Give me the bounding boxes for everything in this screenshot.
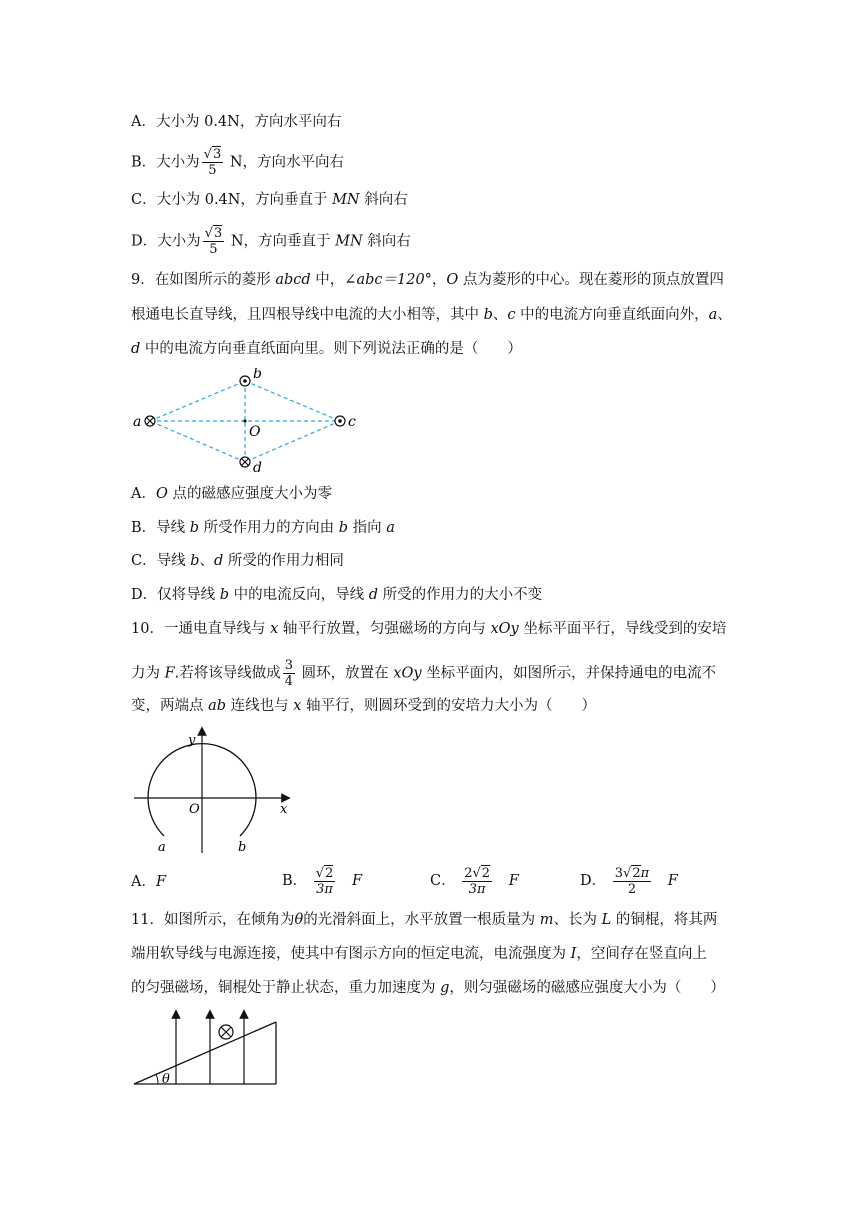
fraction: $\frac{2√2}{3\pi}$ [464,865,491,897]
label-a: a [133,414,142,430]
q9-stem-line1: 9．在如图所示的菱形 abcd 中，∠abc＝120°，O 点为菱形的中心。现在菱形的顶点放置四 [131,272,724,288]
q8-option-b[interactable]: B．大小为 $\frac{√3}{5}$ N，方向水平向右 [131,147,345,178]
wire-d-into-icon [240,457,250,467]
q11-stem-line2: 端用软导线与电源连接，使其中有图示方向的恒定电流，电流强度为 I，空间存在竖直向上 [131,946,707,962]
q11-stem-line3: 的匀强磁场，铜棍处于静止状态，重力加速度为 g，则匀强磁场的磁感应强度大小为（ ） [131,980,725,996]
label-O: O [249,424,261,440]
label-theta: θ [162,1072,170,1087]
label-a: a [158,840,166,855]
label-c: c [348,414,356,430]
q10-stem-line1: 10．一通电直导线与 x 轴平行放置，匀强磁场的方向与 xOy 坐标平面平行，导线受到的安培 [131,621,727,637]
q9-option-c[interactable]: C．导线 b、d 所受的作用力相同 [131,553,344,569]
q9-option-d[interactable]: D．仅将导线 b 中的电流反向，导线 d 所受的作用力的大小不变 [131,587,543,603]
q9-stem-line3: d 中的电流方向垂直纸面向里。则下列说法正确的是（ ） [131,341,522,357]
label-b: b [253,368,262,382]
q8-option-d[interactable]: D．大小为 $\frac{√3}{5}$ N，方向垂直于 MN 斜向右 [131,226,411,257]
fraction-3-4: $\frac{3}{4}$ [284,658,294,689]
q10-stem-line3: 变，两端点 ab 连线也与 x 轴平行，则圆环受到的安培力大小为（ ） [131,698,597,714]
q9-option-b[interactable]: B．导线 b 所受作用力的方向由 b 指向 a [131,520,395,536]
label-O: O [189,802,200,817]
label-y: y [188,733,196,748]
q8-option-c[interactable]: C．大小为 0.4N，方向垂直于 MN 斜向右 [131,192,408,208]
q10-option-a[interactable]: A．F [131,874,167,890]
wire-c-out-icon [335,416,345,426]
fraction: $\frac{√2}{3\pi}$ [315,865,334,897]
q10-option-b[interactable]: B． $\frac{√2}{3\pi}$ F [282,865,363,897]
rhombus-figure [128,368,368,478]
current-into-icon [219,1025,233,1039]
label-x: x [280,802,288,817]
q10-option-c[interactable]: C． $\frac{2√2}{3\pi}$ F [430,865,519,897]
wire-b-out-icon [240,376,250,386]
ring-figure [128,725,298,857]
q9-stem-line2: 根通电长直导线，且四根导线中电流的大小相等，其中 b、c 中的电流方向垂直纸面向外，a、 [131,307,732,323]
incline-figure [128,1008,288,1090]
q10-option-d[interactable]: D． $\frac{3√2\pi}{2}$ F [580,865,678,897]
q10-stem-line2: 力为 F.若将该导线做成 $\frac{3}{4}$ 圆环，放置在 xOy 坐标平面内，如图所示，并保持通电的电流不 [131,658,717,689]
wire-a-into-icon [145,416,155,426]
fraction: $\frac{√3}{5}$ [203,147,222,178]
fraction: $\frac{√3}{5}$ [204,226,223,257]
q8-option-a[interactable]: A．大小为 0.4N，方向水平向右 [131,114,342,130]
fraction: $\frac{3√2\pi}{2}$ [614,865,650,897]
label-b: b [238,840,247,855]
q11-stem-line1: 11．如图所示，在倾角为θ的光滑斜面上，水平放置一根质量为 m、长为 L 的铜棍，将其两 [131,912,718,928]
q9-option-a[interactable]: A．O 点的磁感应强度大小为零 [131,486,332,502]
label-d: d [253,460,262,476]
